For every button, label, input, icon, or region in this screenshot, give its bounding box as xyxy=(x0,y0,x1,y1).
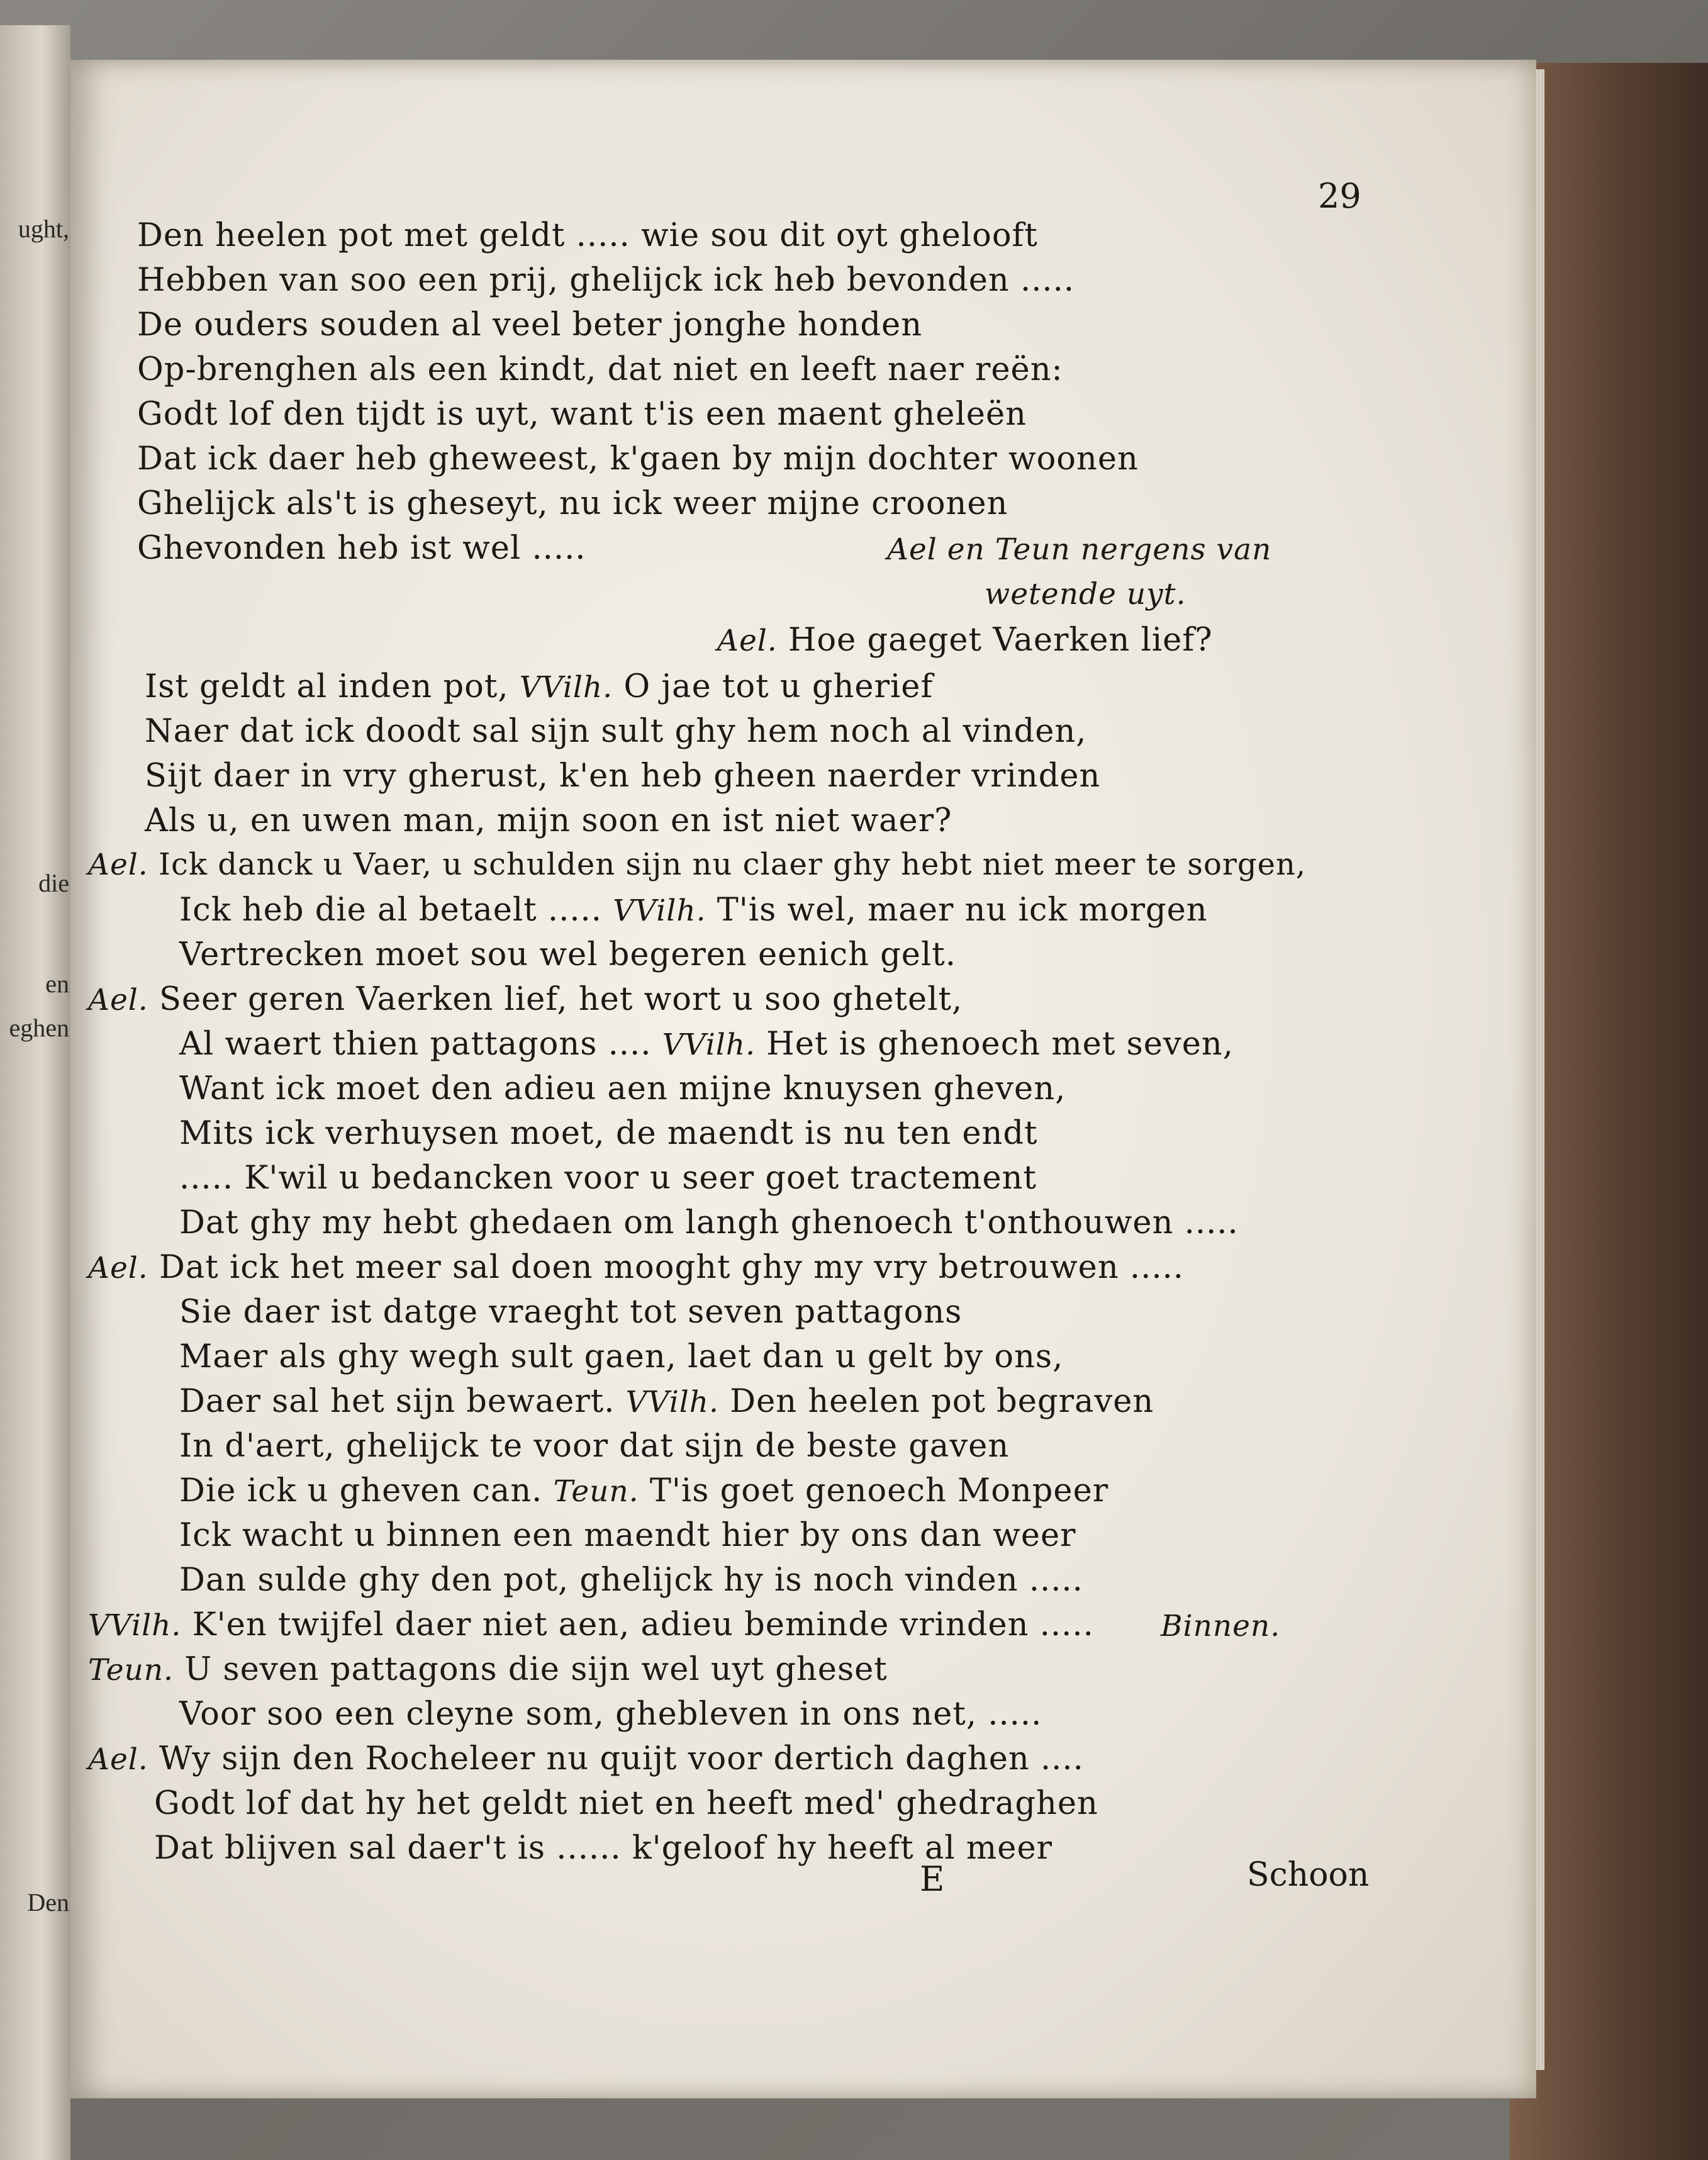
verse-line: Ghelijck als't is gheseyt, nu ick weer mijne croonen xyxy=(137,485,1008,522)
left-page-fragment: en xyxy=(45,970,69,998)
verse-line: Als u, en uwen man, mijn soon en ist niet waer? xyxy=(145,802,952,839)
left-page-fragment: ught, xyxy=(18,215,69,243)
verse-line: Want ick moet den adieu aen mijne knuysen gheven, xyxy=(179,1070,1066,1107)
verse-line: ..... K'wil u bedancken voor u seer goet tractement xyxy=(179,1160,1037,1197)
verse-line: Op-brenghen als een kindt, dat niet en leeft naer reën: xyxy=(137,351,1063,388)
verse-line: Daer sal het sijn bewaert. VVilh. Den heelen pot begraven xyxy=(179,1383,1154,1420)
left-page-fragment: eghen xyxy=(9,1014,69,1042)
stage-direction: Binnen. xyxy=(1161,1609,1281,1643)
speaker-label: VVilh. xyxy=(88,1608,182,1643)
verse-line: Ael. Dat ick het meer sal doen mooght ghy my vry betrouwen ..... xyxy=(88,1249,1184,1286)
verse-line: Godt lof den tijdt is uyt, want t'is een maent gheleën xyxy=(137,396,1027,433)
speaker-label: Teun. xyxy=(88,1653,174,1687)
speaker-label: Ael. xyxy=(717,624,778,658)
verse-line: Vertrecken moet sou wel begeren eenich gelt. xyxy=(179,936,956,973)
verse-line: In d'aert, ghelijck te voor dat sijn de beste gaven xyxy=(179,1428,1010,1465)
speaker-label: Ael. xyxy=(88,1742,148,1777)
stage-direction: Ael en Teun nergens van xyxy=(887,532,1272,567)
page-number: 29 xyxy=(1318,176,1361,216)
verse-line: Sie daer ist datge vraeght tot seven pattagons xyxy=(179,1294,963,1331)
speaker-label: Teun. xyxy=(553,1474,639,1509)
speaker-label: Ael. xyxy=(88,983,148,1017)
verse-line: Dat blijven sal daer't is ...... k'geloof hy heeft al meer xyxy=(154,1830,1053,1867)
verse-line: Ist geldt al inden pot, VVilh. O jae tot u gherief xyxy=(145,668,934,705)
verse-line: VVilh. K'en twijfel daer niet aen, adieu beminde vrinden ..... xyxy=(88,1606,1094,1643)
speaker-label: VVilh. xyxy=(662,1027,756,1062)
verse-line: Dan sulde ghy den pot, ghelijck hy is noch vinden ..... xyxy=(179,1562,1083,1599)
verse-line: Naer dat ick doodt sal sijn sult ghy hem noch al vinden, xyxy=(145,713,1087,750)
verse-line: Ick heb die al betaelt ..... VVilh. T'is wel, maer nu ick morgen xyxy=(179,892,1208,929)
verse-line: Ael. Ick danck u Vaer, u schulden sijn nu claer ghy hebt niet meer te sorgen, xyxy=(88,847,1307,882)
left-page-fragment: Den xyxy=(27,1888,69,1917)
stage-direction: wetende uyt. xyxy=(985,577,1186,612)
verse-line: Ael. Seer geren Vaerken lief, het wort u soo ghetelt, xyxy=(88,981,963,1018)
verse-line: Hebben van soo een prij, ghelijck ick heb bevonden ..... xyxy=(137,262,1075,299)
verse-line: Mits ick verhuysen moet, de maendt is nu ten endt xyxy=(179,1115,1038,1152)
verse-line: Den heelen pot met geldt ..... wie sou dit oyt ghelooft xyxy=(137,217,1038,254)
speaker-label: Ael. xyxy=(88,848,148,882)
verse-line: De ouders souden al veel beter jonghe honden xyxy=(137,306,923,344)
left-page-fragment: die xyxy=(38,869,69,897)
verse-line: Godt lof dat hy het geldt niet en heeft med' ghedraghen xyxy=(154,1785,1098,1822)
verse-line: Die ick u gheven can. Teun. T'is goet genoech Monpeer xyxy=(179,1472,1109,1509)
verse-line: Al waert thien pattagons .... VVilh. Het is ghenoech met seven, xyxy=(179,1026,1234,1063)
verse-line: Ghevonden heb ist wel ..... xyxy=(137,530,586,567)
verse-line: Sijt daer in vry gherust, k'en heb gheen naerder vrinden xyxy=(145,758,1101,795)
signature-mark: E xyxy=(920,1859,945,1899)
verse-line: Ael. Wy sijn den Rocheleer nu quijt voor dertich daghen .... xyxy=(88,1740,1084,1777)
verse-line: Maer als ghy wegh sult gaen, laet dan u gelt by ons, xyxy=(179,1338,1064,1375)
verse-line: Ick wacht u binnen een maendt hier by ons dan weer xyxy=(179,1517,1076,1554)
catchword: Schoon xyxy=(1247,1856,1370,1894)
speaker-label: VVilh. xyxy=(519,670,613,705)
verse-line: Voor soo een cleyne som, ghebleven in ons net, ..... xyxy=(179,1696,1042,1733)
verse-line: Ael. Hoe gaeget Vaerken lief? xyxy=(717,622,1213,659)
speaker-label: Ael. xyxy=(88,1251,148,1285)
speaker-label: VVilh. xyxy=(613,893,706,928)
verse-line: Dat ick daer heb gheweest, k'gaen by mijn dochter woonen xyxy=(137,440,1139,478)
left-page-edge xyxy=(0,25,70,2160)
verse-line: Teun. U seven pattagons die sijn wel uyt gheset xyxy=(88,1651,888,1688)
verse-line: Dat ghy my hebt ghedaen om langh ghenoech t'onthouwen ..... xyxy=(179,1204,1239,1241)
speaker-label: VVilh. xyxy=(625,1385,719,1419)
